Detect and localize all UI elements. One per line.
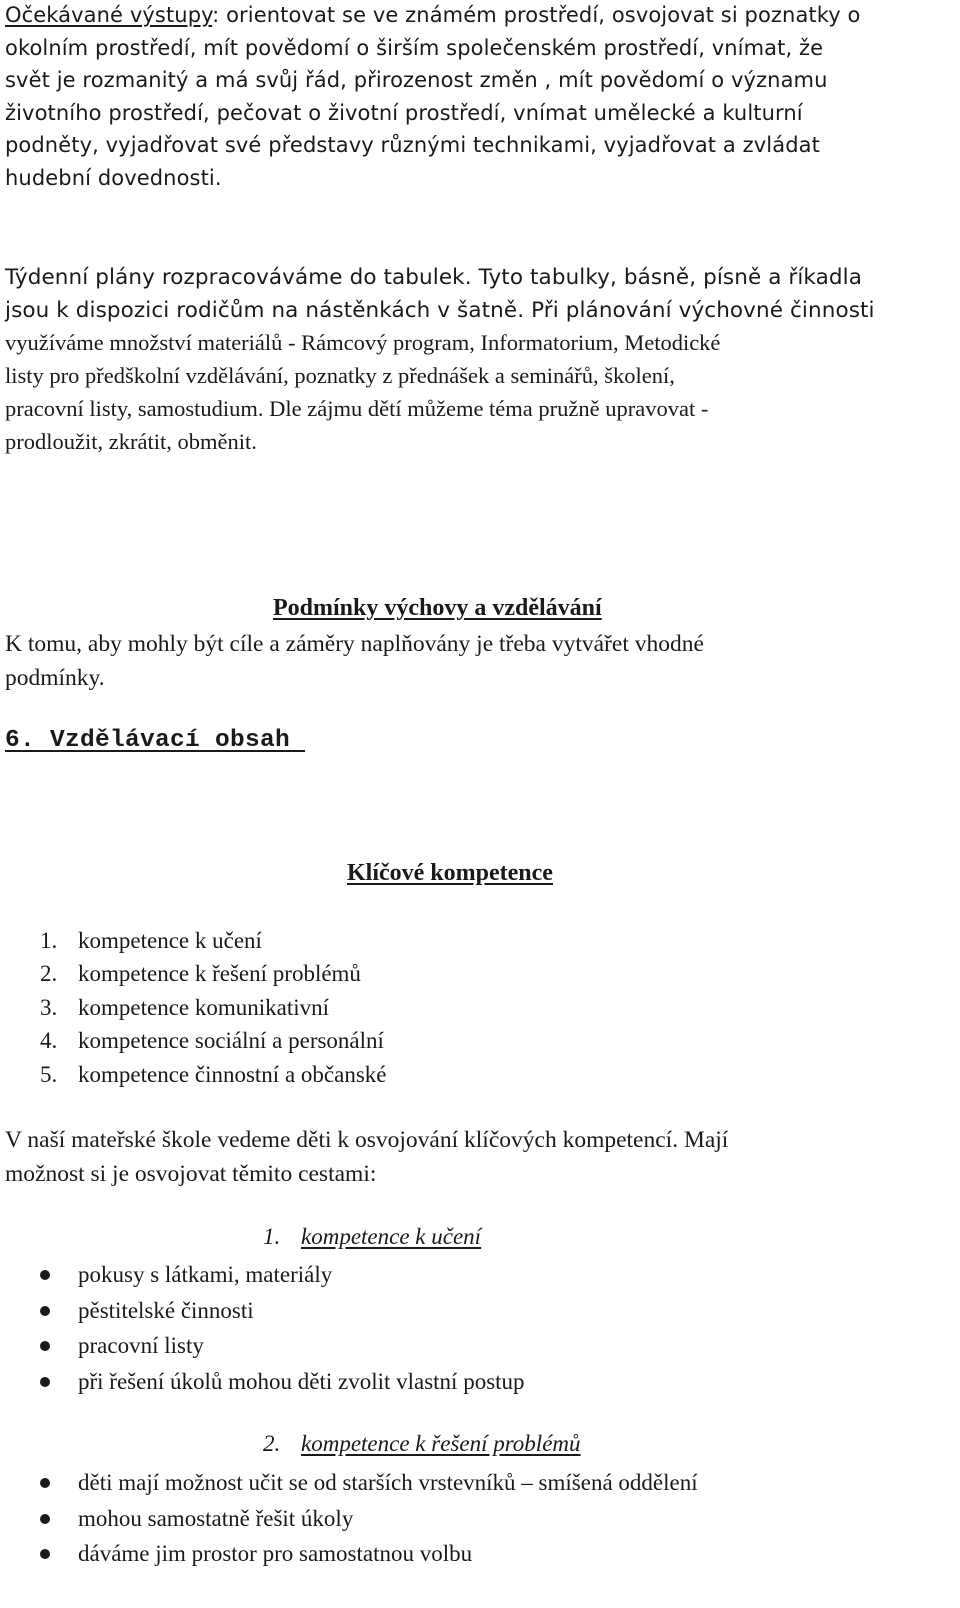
bullet-text: dáváme jim prostor pro samostatnou volbu [78, 1541, 473, 1566]
list-number: 5. [40, 1061, 58, 1087]
paragraph-line: podmínky. [5, 665, 105, 691]
paragraph-line: K tomu, aby mohly být cíle a záměry naplňovány je třeba vytvářet vhodné [5, 631, 704, 657]
paths-paragraph [5, 1124, 945, 1191]
paragraph-line: Očekávané výstupy: orientovat se ve známém prostředí, osvojovat si poznatky o [5, 3, 861, 27]
learning-bullet-list [38, 1257, 525, 1399]
bullet-icon [40, 1306, 50, 1316]
bullet-text: pracovní listy [78, 1333, 204, 1358]
paragraph-line: svět je rozmanitý a má svůj řád, přirozenost změn , mít povědomí o významu [5, 68, 828, 93]
paragraph-line: možnost si je osvojovat těmito cestami: [5, 1160, 377, 1187]
list-item [40, 1024, 386, 1057]
paragraph-line: jsou k dispozici rodičům na nástěnkách v šatně. Při plánování výchovné činnosti [5, 297, 875, 323]
paragraph-line: Týdenní plány rozpracováváme do tabulek. Tyto tabulky, básně, písně a říkadla [5, 265, 862, 290]
paragraph-line: hudební dovednosti. [5, 165, 222, 190]
paragraph-line: listy pro předškolní vzdělávání, poznatky z přednášek a seminářů, školení, [5, 363, 675, 389]
learning-competence-heading [263, 1224, 481, 1250]
bullet-item [38, 1328, 525, 1364]
bullet-item [38, 1465, 698, 1501]
bullet-item [38, 1501, 698, 1537]
bullet-text: děti mají možnost učit se od starších vrstevníků – smíšená oddělení [78, 1470, 698, 1495]
list-item-text: kompetence sociální a personální [78, 1028, 384, 1054]
expected-outcomes-paragraph [5, 0, 945, 195]
list-item [40, 1058, 386, 1091]
paragraph-line: V naší mateřské škole vedeme děti k osvojování klíčových kompetencí. Mají [5, 1127, 729, 1153]
weekly-plans-paragraph [5, 262, 945, 458]
bullet-text: mohou samostatně řešit úkoly [78, 1505, 354, 1531]
key-competences-heading: Klíčové kompetence [347, 860, 553, 886]
list-item-text: kompetence činnostní a občanské [78, 1061, 387, 1087]
bullet-text: pokusy s látkami, materiály [78, 1262, 333, 1287]
subheading-number: 2. [263, 1431, 281, 1456]
list-number: 3. [40, 994, 58, 1020]
bullet-icon [40, 1514, 50, 1524]
bullet-icon [40, 1478, 50, 1488]
bullet-item [38, 1293, 525, 1329]
subheading-number: 1. [263, 1224, 281, 1249]
list-item-text: kompetence komunikativní [78, 994, 330, 1020]
problem-solving-bullet-list [38, 1465, 698, 1572]
list-item [40, 957, 386, 990]
paragraph-line: prodloužit, zkrátit, obměnit. [5, 428, 257, 454]
list-item-text: kompetence k učení [78, 928, 262, 953]
bullet-text: při řešení úkolů mohou děti zvolit vlastní postup [78, 1368, 525, 1394]
subheading-title: kompetence k řešení problémů [301, 1431, 581, 1456]
list-item-text: kompetence k řešení problémů [78, 961, 361, 987]
paragraph-line: využíváme množství materiálů - Rámcový program, Informatorium, Metodické [5, 330, 721, 356]
conditions-paragraph [5, 627, 945, 695]
bullet-item [38, 1536, 698, 1572]
bullet-item [38, 1364, 525, 1400]
section-6-heading: 6. Vzdělávací obsah [5, 727, 306, 754]
bullet-text: pěstitelské činnosti [78, 1297, 254, 1323]
paragraph-line: životního prostředí, pečovat o životní prostředí, vnímat umělecké a kulturní [5, 100, 803, 125]
competences-list [40, 924, 386, 1091]
paragraph-line: podněty, vyjadřovat své představy různými technikami, vyjadřovat a zvládat [5, 133, 820, 158]
list-number: 4. [40, 1028, 58, 1054]
subheading-title: kompetence k učení [301, 1224, 482, 1249]
bullet-icon [40, 1377, 50, 1387]
expected-outcomes-label: Očekávané výstupy [5, 3, 213, 27]
problem-solving-heading [263, 1431, 581, 1457]
bullet-item [38, 1257, 525, 1293]
paragraph-line: okolním prostředí, mít povědomí o širším společenském prostředí, vnímat, že [5, 35, 824, 60]
list-number: 2. [40, 961, 58, 987]
bullet-icon [40, 1549, 50, 1559]
list-item [40, 924, 386, 957]
list-item [40, 991, 386, 1024]
list-number: 1. [40, 928, 58, 953]
conditions-heading: Podmínky výchovy a vzdělávání [273, 595, 602, 621]
bullet-icon [40, 1341, 50, 1351]
bullet-icon [40, 1270, 50, 1280]
paragraph-line: pracovní listy, samostudium. Dle zájmu dětí můžeme téma pružně upravovat - [5, 395, 709, 421]
